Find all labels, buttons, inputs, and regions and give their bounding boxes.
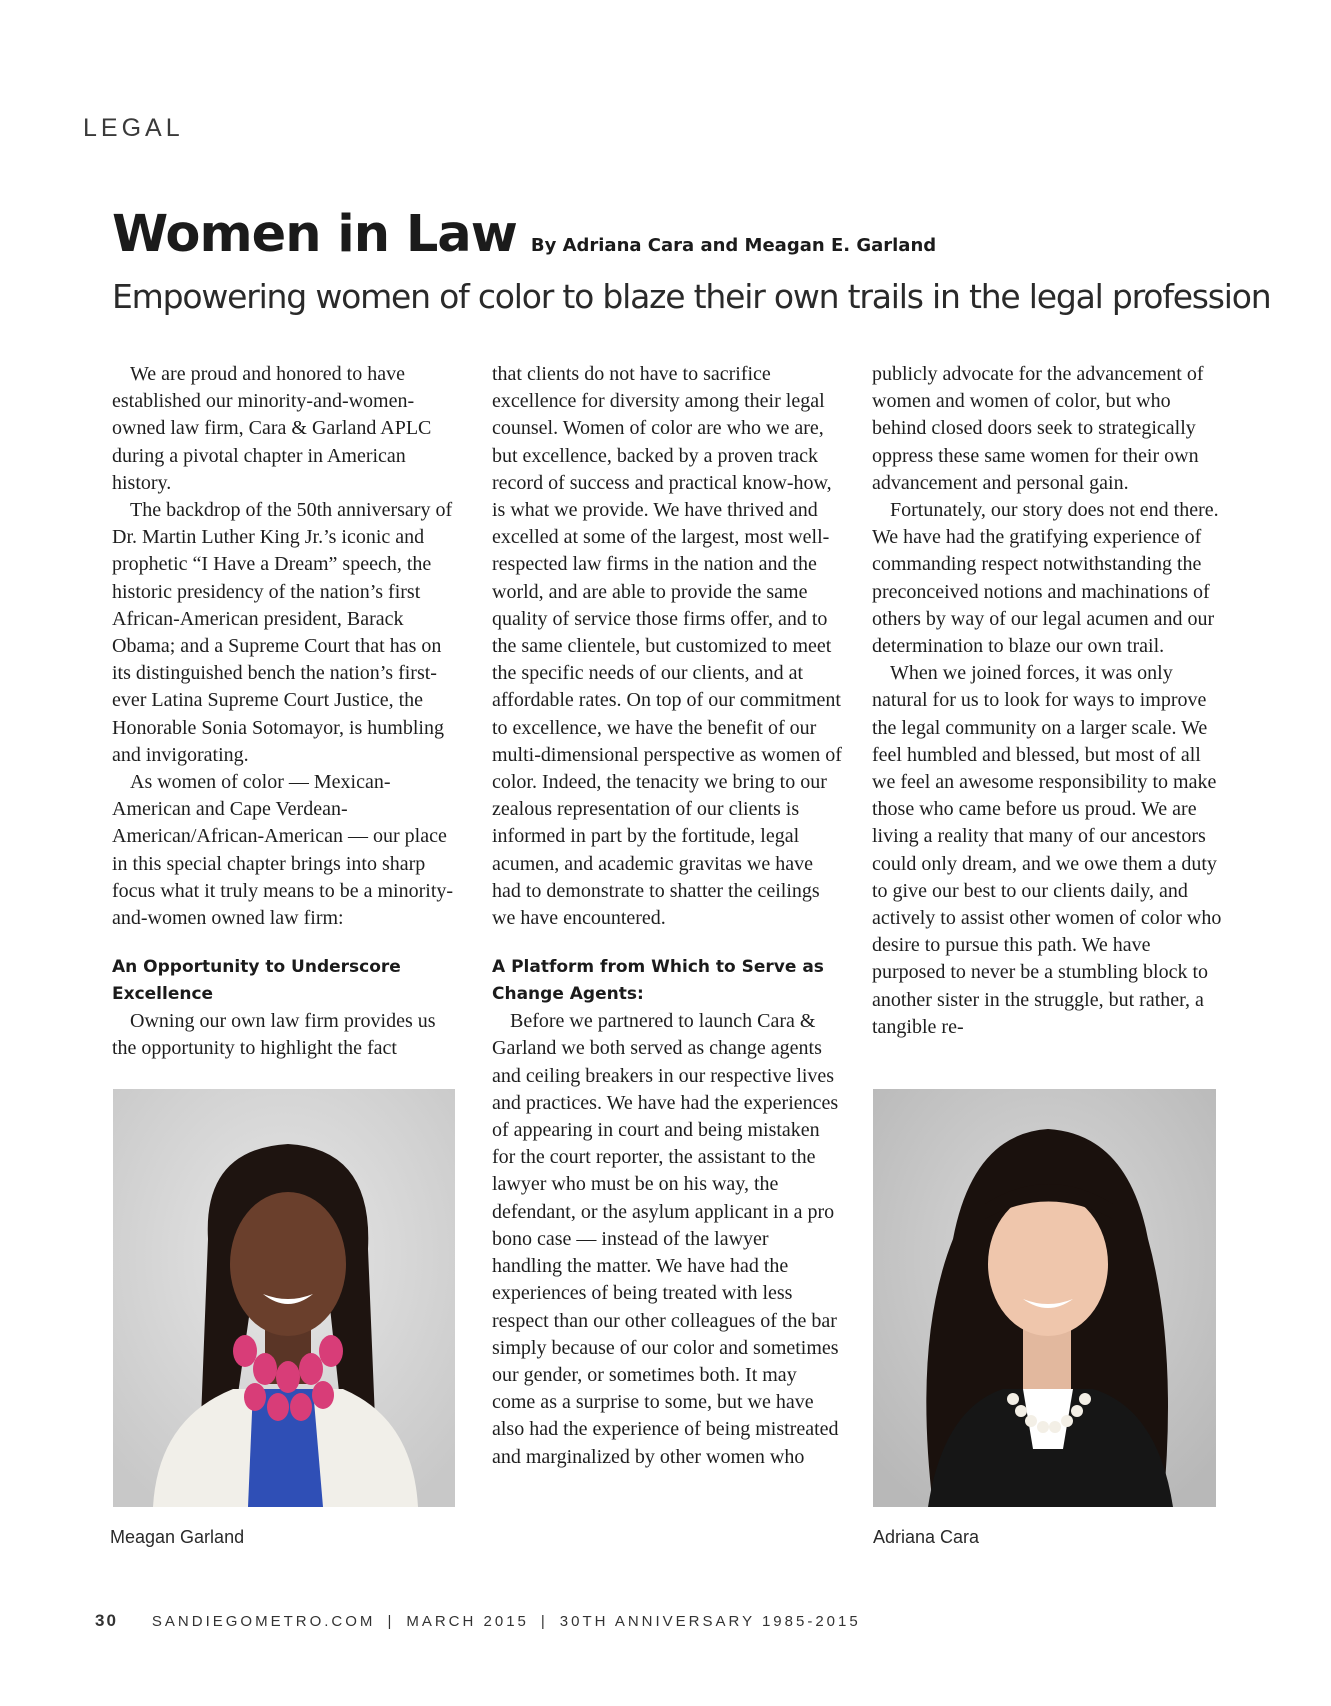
paragraph: Owning our own law firm provides us the opportunity to highlight the fact [112,1010,436,1060]
paragraph: We are proud and honored to have established our minority-and-women-owned law firm, Cara & Garland APLC during a pivotal chapter in American history. [112,363,432,494]
article-deck: Empowering women of color to blaze their own trails in the legal profession [112,277,1271,316]
photo-caption-left: Meagan Garland [110,1527,245,1547]
paragraph: As women of color — Mexican-American and Cape Verdean-American/African-American — our place in this special chapter brings into sharp focus what it truly means to be a minority-and-women owned law firm: [112,771,454,930]
paragraph: Fortunately, our story does not end there. We have had the gratifying experience of commanding respect notwithstanding the preconceived notions and machinations of others by way of our legal acumen and our determination to blaze our own trail. [872,499,1219,658]
paragraph: that clients do not have to sacrifice excellence for diversity among their legal counsel. Women of color are who we are, but excellence, backed by a proven track record of success and practical know-how, is what we provide. We have thrived and excelled at some of the largest, most well-respected law firms in the nation and the world, and are able to provide the same quality of service those firms offer, and to the same clientele, but customized to meet the specific needs of our clients, and at affordable rates. On top of our commitment to excellence, we have the benefit of our multi-dimensional perspective as women of color. Indeed, the tenacity we bring to our zealous representation of our clients is informed in part by the fortitude, legal acumen, and academic gravitas we have had to demonstrate to shatter the ceilings we have encountered. [492,363,842,930]
page-footer [95,1611,861,1631]
portrait-photo-adriana-cara [873,1089,1216,1507]
footer-date: MARCH 2015 [406,1613,529,1630]
paragraph: publicly advocate for the advancement of women and women of color, but who behind closed doors seek to strategically oppress these same women for their own advancement and personal gain. [872,363,1204,494]
paragraph: The backdrop of the 50th anniversary of Dr. Martin Luther King Jr.’s iconic and prophetic “I Have a Dream” speech, the historic presidency of the nation’s first African-American president, Barack Obama; and a Supreme Court that has on its distinguished bench the nation’s first-ever Latina Supreme Court Justice, the Honorable Sonia Sotomayor, is humbling and invigorating. [112,499,453,766]
footer-separator: | [387,1613,395,1630]
portrait-illustration-icon [873,1089,1216,1507]
article-title: Women in Law [112,205,517,264]
portrait-illustration-icon [113,1089,455,1507]
article-column-3 [872,361,1222,1041]
paragraph: When we joined forces, it was only natural for us to look for ways to improve the legal community on a larger scale. We feel humbled and blessed, but most of all we feel an awesome responsibility to make those who came before us proud. We are living a reality that many of our ancestors could only dream, and we owe them a duty to give our best to our clients daily, and actively to assist other women of color who desire to pursue this path. We have purposed to never be a stumbling block to another sister in the struggle, but rather, a tangible re- [872,662,1222,1038]
footer-site: SANDIEGOMETRO.COM [151,1613,376,1630]
page-number: 30 [95,1611,118,1630]
paragraph: Before we partnered to launch Cara & Garland we both served as change agents and ceiling breakers in our respective lives and practices. We have had the experiences of appearing in court and being mistaken for the court reporter, the assistant to the lawyer who must be on his way, the defendant, or the asylum applicant in a pro bono case — instead of the lawyer handling the matter. We have had the experiences of being treated with less respect than our other colleagues of the bar simply because of our color and sometimes our gender, or sometimes both. It may come as a surprise to some, but we have also had the experience of being mistreated and marginalized by other women who [492,1010,839,1468]
footer-separator: | [540,1613,548,1630]
article-column-1 [112,361,462,1063]
portrait-photo-meagan-garland [113,1089,455,1507]
footer-anniversary: 30TH ANNIVERSARY 1985-2015 [559,1613,861,1630]
article-byline: By Adriana Cara and Meagan E. Garland [530,235,937,256]
subheading: A Platform from Which to Serve as Change Agents: [492,957,824,1005]
photo-caption-right: Adriana Cara [873,1527,980,1547]
headline [112,205,936,264]
subheading: An Opportunity to Underscore Excellence [112,957,401,1005]
section-label: LEGAL [83,114,184,142]
article-column-2 [492,361,842,1471]
